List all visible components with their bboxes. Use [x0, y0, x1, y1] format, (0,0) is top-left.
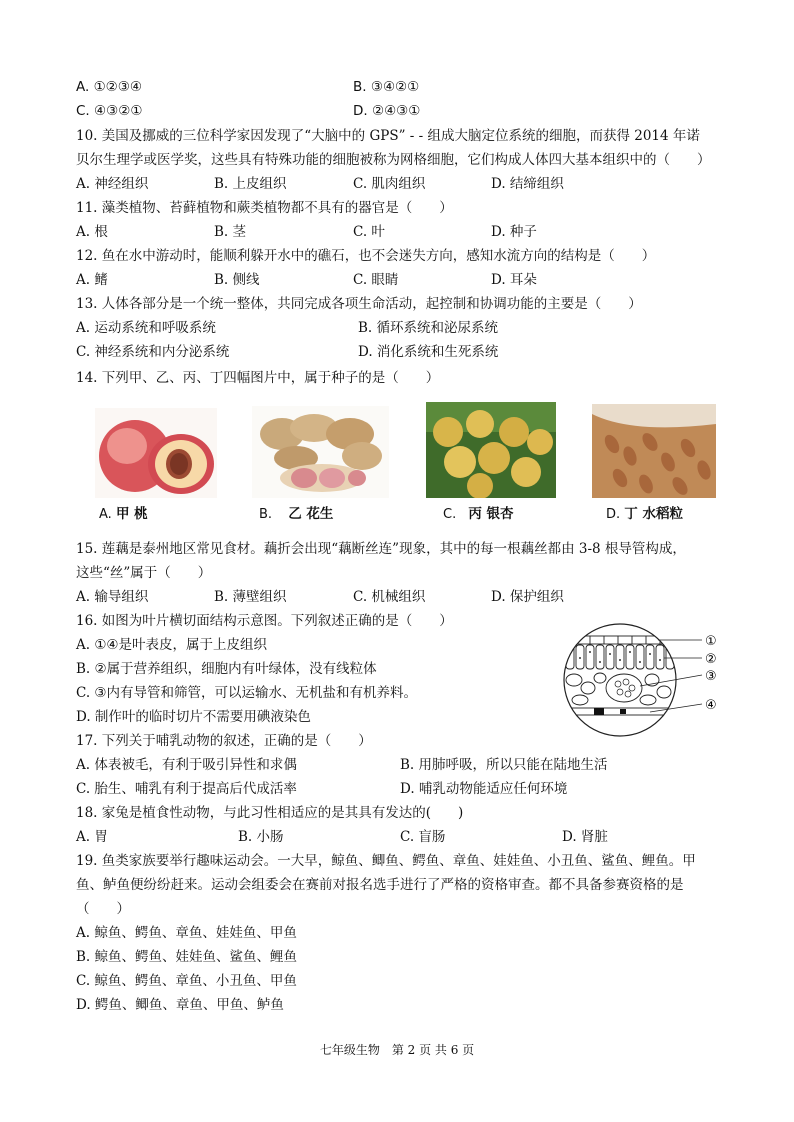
q17-option-b: B. 用肺呼吸，所以只能在陆地生活	[400, 757, 608, 773]
q15-stem-line1: 15. 莲藕是泰州地区常见食材。藕折会出现“藕断丝连”现象，其中的每一根藕丝都由 3-8 根导管构成，	[76, 541, 686, 557]
q14-caption-c	[443, 502, 514, 522]
q11-option-a: A. 根	[76, 224, 108, 240]
q14-name-c: 丙 银杏	[468, 506, 514, 522]
q11-option-d: D. 种子	[491, 224, 537, 240]
q19-option-c: C. 鲸鱼、鳄鱼、章鱼、小丑鱼、甲鱼	[76, 973, 297, 989]
q15-option-a: A. 输导组织	[76, 589, 149, 605]
q19-option-a: A. 鲸鱼、鳄鱼、章鱼、娃娃鱼、甲鱼	[76, 925, 297, 941]
diagram-label-4: ④	[705, 698, 717, 713]
q19-stem-line2: 鱼、鲈鱼便纷纷赶来。运动会组委会在赛前对报名选手进行了严格的资格审查。都不具备参赛资格的是	[76, 877, 684, 893]
q15-option-c: C. 机械组织	[353, 589, 426, 605]
q14-name-d: 丁 水稻粒	[624, 506, 683, 522]
q14-letter-b: B.	[259, 507, 273, 522]
q14-name-a: 甲 桃	[115, 506, 148, 522]
q18-option-c: C. 盲肠	[400, 829, 446, 845]
q13-option-a: A. 运动系统和呼吸系统	[76, 320, 216, 336]
q17-option-c: C. 胎生、哺乳有利于提高后代成活率	[76, 781, 297, 797]
diagram-label-2: ②	[705, 652, 717, 667]
q16-option-a: A. ①④是叶表皮，属于上皮组织	[76, 637, 268, 653]
q12-option-c: C. 眼睛	[353, 272, 399, 288]
q16-option-c: C. ③内有导管和筛管，可以运输水、无机盐和有机养料。	[76, 685, 418, 701]
peanut-image	[252, 406, 389, 498]
q13-option-d: D. 消化系统和生死系统	[358, 344, 499, 360]
q18-option-b: B. 小肠	[238, 829, 284, 845]
q11-option-b: B. 茎	[214, 224, 247, 240]
q12-stem: 12. 鱼在水中游动时，能顺利躲开水中的礁石，也不会迷失方向，感知水流方向的结构是（ ）	[76, 248, 656, 264]
q16-option-b: B. ②属于营养组织，细胞内有叶绿体，没有线粒体	[76, 661, 377, 677]
q10-option-b: B. 上皮组织	[214, 176, 287, 192]
q19-stem-line1: 19. 鱼类家族要举行趣味运动会。一大早，鲸鱼、鲫鱼、鳄鱼、章鱼、娃娃鱼、小丑鱼、鲨鱼、鲤鱼。甲	[76, 853, 696, 869]
q10-option-a: A. 神经组织	[76, 176, 149, 192]
diagram-label-3: ③	[705, 669, 717, 684]
q19-option-d: D. 鳄鱼、鲫鱼、章鱼、甲鱼、鲈鱼	[76, 997, 284, 1013]
q9-option-b: B. ③④②①	[353, 79, 420, 95]
page-footer: 七年级生物 第 2 页 共 6 页	[319, 1043, 475, 1057]
q10-option-c: C. 肌肉组织	[353, 176, 426, 192]
q14-name-b: 乙 花生	[288, 506, 334, 522]
q14-letter-a: A.	[99, 507, 112, 522]
q13-option-b: B. 循环系统和泌尿系统	[358, 320, 499, 336]
q19-stem-line3: （ ）	[76, 901, 130, 917]
q13-option-c: C. 神经系统和内分泌系统	[76, 344, 230, 360]
q12-option-b: B. 侧线	[214, 272, 260, 288]
q9-option-c: C. ④③②①	[76, 103, 143, 119]
q18-option-a: A. 胃	[76, 829, 108, 845]
q11-option-c: C. 叶	[353, 224, 385, 240]
q17-option-d: D. 哺乳动物能适应任何环境	[400, 781, 568, 797]
q15-option-b: B. 薄壁组织	[214, 589, 287, 605]
q18-stem: 18. 家兔是植食性动物，与此习性相适应的是其具有发达的( )	[76, 805, 464, 821]
q10-stem-line1: 10. 美国及挪威的三位科学家因发现了“大脑中的 GPS” - - 组成大脑定位系统的细胞，而获得 2014 年诺	[76, 128, 700, 144]
q9-option-a: A. ①②③④	[76, 79, 142, 95]
q17-stem: 17. 下列关于哺乳动物的叙述，正确的是（ ）	[76, 733, 372, 749]
q9-option-d: D. ②④③①	[353, 103, 421, 119]
q17-option-a: A. 体表被毛，有利于吸引异性和求偶	[76, 757, 297, 773]
diagram-label-1: ①	[705, 634, 717, 649]
q19-option-b: B. 鲸鱼、鳄鱼、娃娃鱼、鲨鱼、鲤鱼	[76, 949, 298, 965]
q10-option-d: D. 结缔组织	[491, 176, 564, 192]
leaf-cross-section-diagram	[560, 622, 730, 740]
q15-stem-line2: 这些“丝”属于（ ）	[76, 565, 212, 581]
peach-image	[95, 408, 217, 498]
q15-option-d: D. 保护组织	[491, 589, 564, 605]
q12-option-d: D. 耳朵	[491, 272, 537, 288]
q14-caption-d	[606, 502, 683, 522]
q10-stem-line2: 贝尔生理学或医学奖，这些具有特殊功能的细胞被称为网格细胞，它们构成人体四大基本组织中的（ ）	[76, 152, 711, 168]
ginkgo-image	[426, 402, 556, 498]
q16-option-d: D. 制作叶的临时切片不需要用碘液染色	[76, 709, 311, 725]
rice-image	[592, 404, 716, 498]
q13-stem: 13. 人体各部分是一个统一整体，共同完成各项生命活动，起控制和协调功能的主要是（ ）	[76, 296, 642, 312]
q14-caption-a	[99, 502, 148, 522]
q14-letter-d: D.	[606, 507, 621, 522]
q14-caption-b	[259, 502, 333, 522]
q18-option-d: D. 肾脏	[562, 829, 608, 845]
q12-option-a: A. 鳍	[76, 272, 108, 288]
q16-stem: 16. 如图为叶片横切面结构示意图。下列叙述正确的是（ ）	[76, 613, 453, 629]
q11-stem: 11. 藻类植物、苔藓植物和蕨类植物都不具有的器官是（ ）	[76, 200, 453, 216]
q14-letter-c: C.	[443, 507, 457, 522]
q14-stem: 14. 下列甲、乙、丙、丁四幅图片中，属于种子的是（ ）	[76, 370, 440, 386]
